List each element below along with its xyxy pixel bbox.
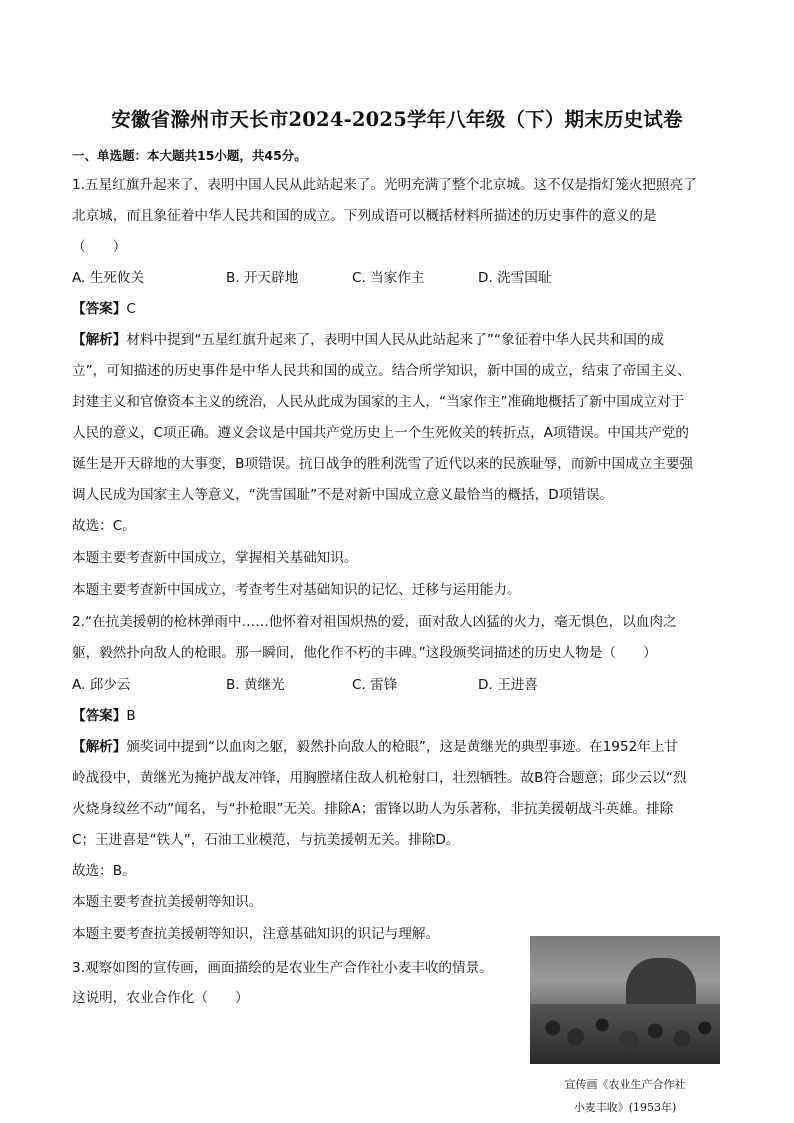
q1-analysis-line-6: 调人民成为国家主人等意义，“洗雪国耻”不是对新中国成立意义最恰当的概括，D项错误。: [72, 487, 614, 503]
q1-analysis-line-1: [72, 330, 664, 350]
q1-note-1: 本题主要考查新中国成立，掌握相关基础知识。: [72, 550, 358, 566]
q1-option-c: C. 当家作主: [352, 270, 425, 286]
q1-option-b: B. 开天辟地: [226, 270, 299, 286]
image-caption-line-1: 宣传画《农业生产合作社: [564, 1078, 686, 1091]
q2-note-2: 本题主要考查抗美援朝等知识，注意基础知识的识记与理解。: [72, 926, 440, 942]
q1-analysis-line-5: 诞生是开天辟地的大事变，B项错误。抗日战争的胜利洗雪了近代以来的民族耻辱，而新中国成立主要强: [72, 456, 694, 472]
analysis-tag: 【解析】: [72, 332, 127, 348]
image-caption-line-2: 小麦丰收》(1953年): [573, 1101, 677, 1114]
q3-stem-line-2: 这说明，农业合作化（ ）: [72, 990, 249, 1006]
crowd-shape: [530, 1004, 720, 1064]
answer-tag: 【答案】: [72, 708, 127, 724]
exam-title: 安徽省滁州市天长市2024-2025学年八年级（下）期末历史试卷: [111, 108, 683, 131]
q2-option-d: D. 王进喜: [478, 677, 538, 693]
q1-option-d: D. 洗雪国耻: [478, 270, 552, 286]
propaganda-painting-image: [530, 936, 720, 1064]
q2-analysis-line-4: C；王进喜是“铁人”，石油工业模范，与抗美援朝无关。排除D。: [72, 832, 460, 848]
q1-answer: [72, 299, 136, 319]
q2-stem-line-1: 2.“在抗美援朝的枪林弹雨中……他怀着对祖国炽热的爱，面对敌人凶猛的火力，毫无惧色，以血肉之: [72, 614, 677, 630]
answer-value: B: [126, 708, 136, 724]
q2-analysis-line-2: 岭战役中，黄继光为掩护战友冲锋，用胸膛堵住敌人机枪射口，壮烈牺牲。故B符合题意；邱少云以“烈: [72, 770, 687, 786]
q2-analysis-line-3: 火烧身纹丝不动”闻名，与“扑枪眼”无关。排除A；雷锋以助人为乐著称，非抗美援朝战斗英雄。排除: [72, 801, 674, 817]
q2-option-b: B. 黄继光: [226, 677, 285, 693]
q2-analysis-line-1: [72, 737, 678, 757]
analysis-tag: 【解析】: [72, 739, 127, 755]
q3-stem-line-1: 3.观察如图的宣传画，画面描绘的是农业生产合作社小麦丰收的情景。: [72, 960, 493, 976]
q2-note-1: 本题主要考查抗美援朝等知识。: [72, 894, 263, 910]
q2-option-c: C. 雷锋: [352, 677, 398, 693]
q1-choice: 故选：C。: [72, 518, 136, 534]
q2-stem-line-2: 躯，毅然扑向敌人的枪眼。那一瞬间，他化作不朽的丰碑。”这段颁奖词描述的历史人物是（ ）: [72, 645, 657, 661]
q1-note-2: 本题主要考查新中国成立，考查考生对基础知识的记忆、迁移与运用能力。: [72, 582, 521, 598]
q1-stem-line-1: 1.五星红旗升起来了，表明中国人民从此站起来了。光明充满了整个北京城。这不仅是指灯笼火把照亮了: [72, 177, 697, 193]
q1-option-a: A. 生死攸关: [72, 270, 145, 286]
q1-stem-line-2: 北京城，而且象征着中华人民共和国的成立。下列成语可以概括材料所描述的历史事件的意义的是: [72, 208, 657, 224]
answer-tag: 【答案】: [72, 301, 127, 317]
q2-answer: [72, 706, 136, 726]
q1-analysis-line-4: 人民的意义，C项正确。遵义会议是中国共产党历史上一个生死攸关的转折点，A项错误。中国共产党的: [72, 425, 689, 441]
analysis-text: 颁奖词中提到“以血肉之躯，毅然扑向敌人的枪眼”，这是黄继光的典型事迹。在1952年上甘: [126, 739, 679, 755]
analysis-text: 材料中提到“五星红旗升起来了，表明中国人民从此站起来了”“象征着中华人民共和国的成: [126, 332, 665, 348]
wheat-stack-shape: [626, 958, 696, 1006]
q1-stem-line-3: （ ）: [72, 239, 127, 255]
q2-option-a: A. 邱少云: [72, 677, 131, 693]
q1-analysis-line-3: 封建主义和官僚资本主义的统治，人民从此成为国家的主人，“当家作主”准确地概括了新中国成立对于: [72, 394, 685, 410]
q2-choice: 故选：B。: [72, 863, 136, 879]
section-heading: 一、单选题：本大题共15小题，共45分。: [72, 148, 307, 163]
q1-analysis-line-2: 立”，可知描述的历史事件是中华人民共和国的成立。结合所学知识，新中国的成立，结束了帝国主义、: [72, 363, 691, 379]
answer-value: C: [126, 301, 136, 317]
